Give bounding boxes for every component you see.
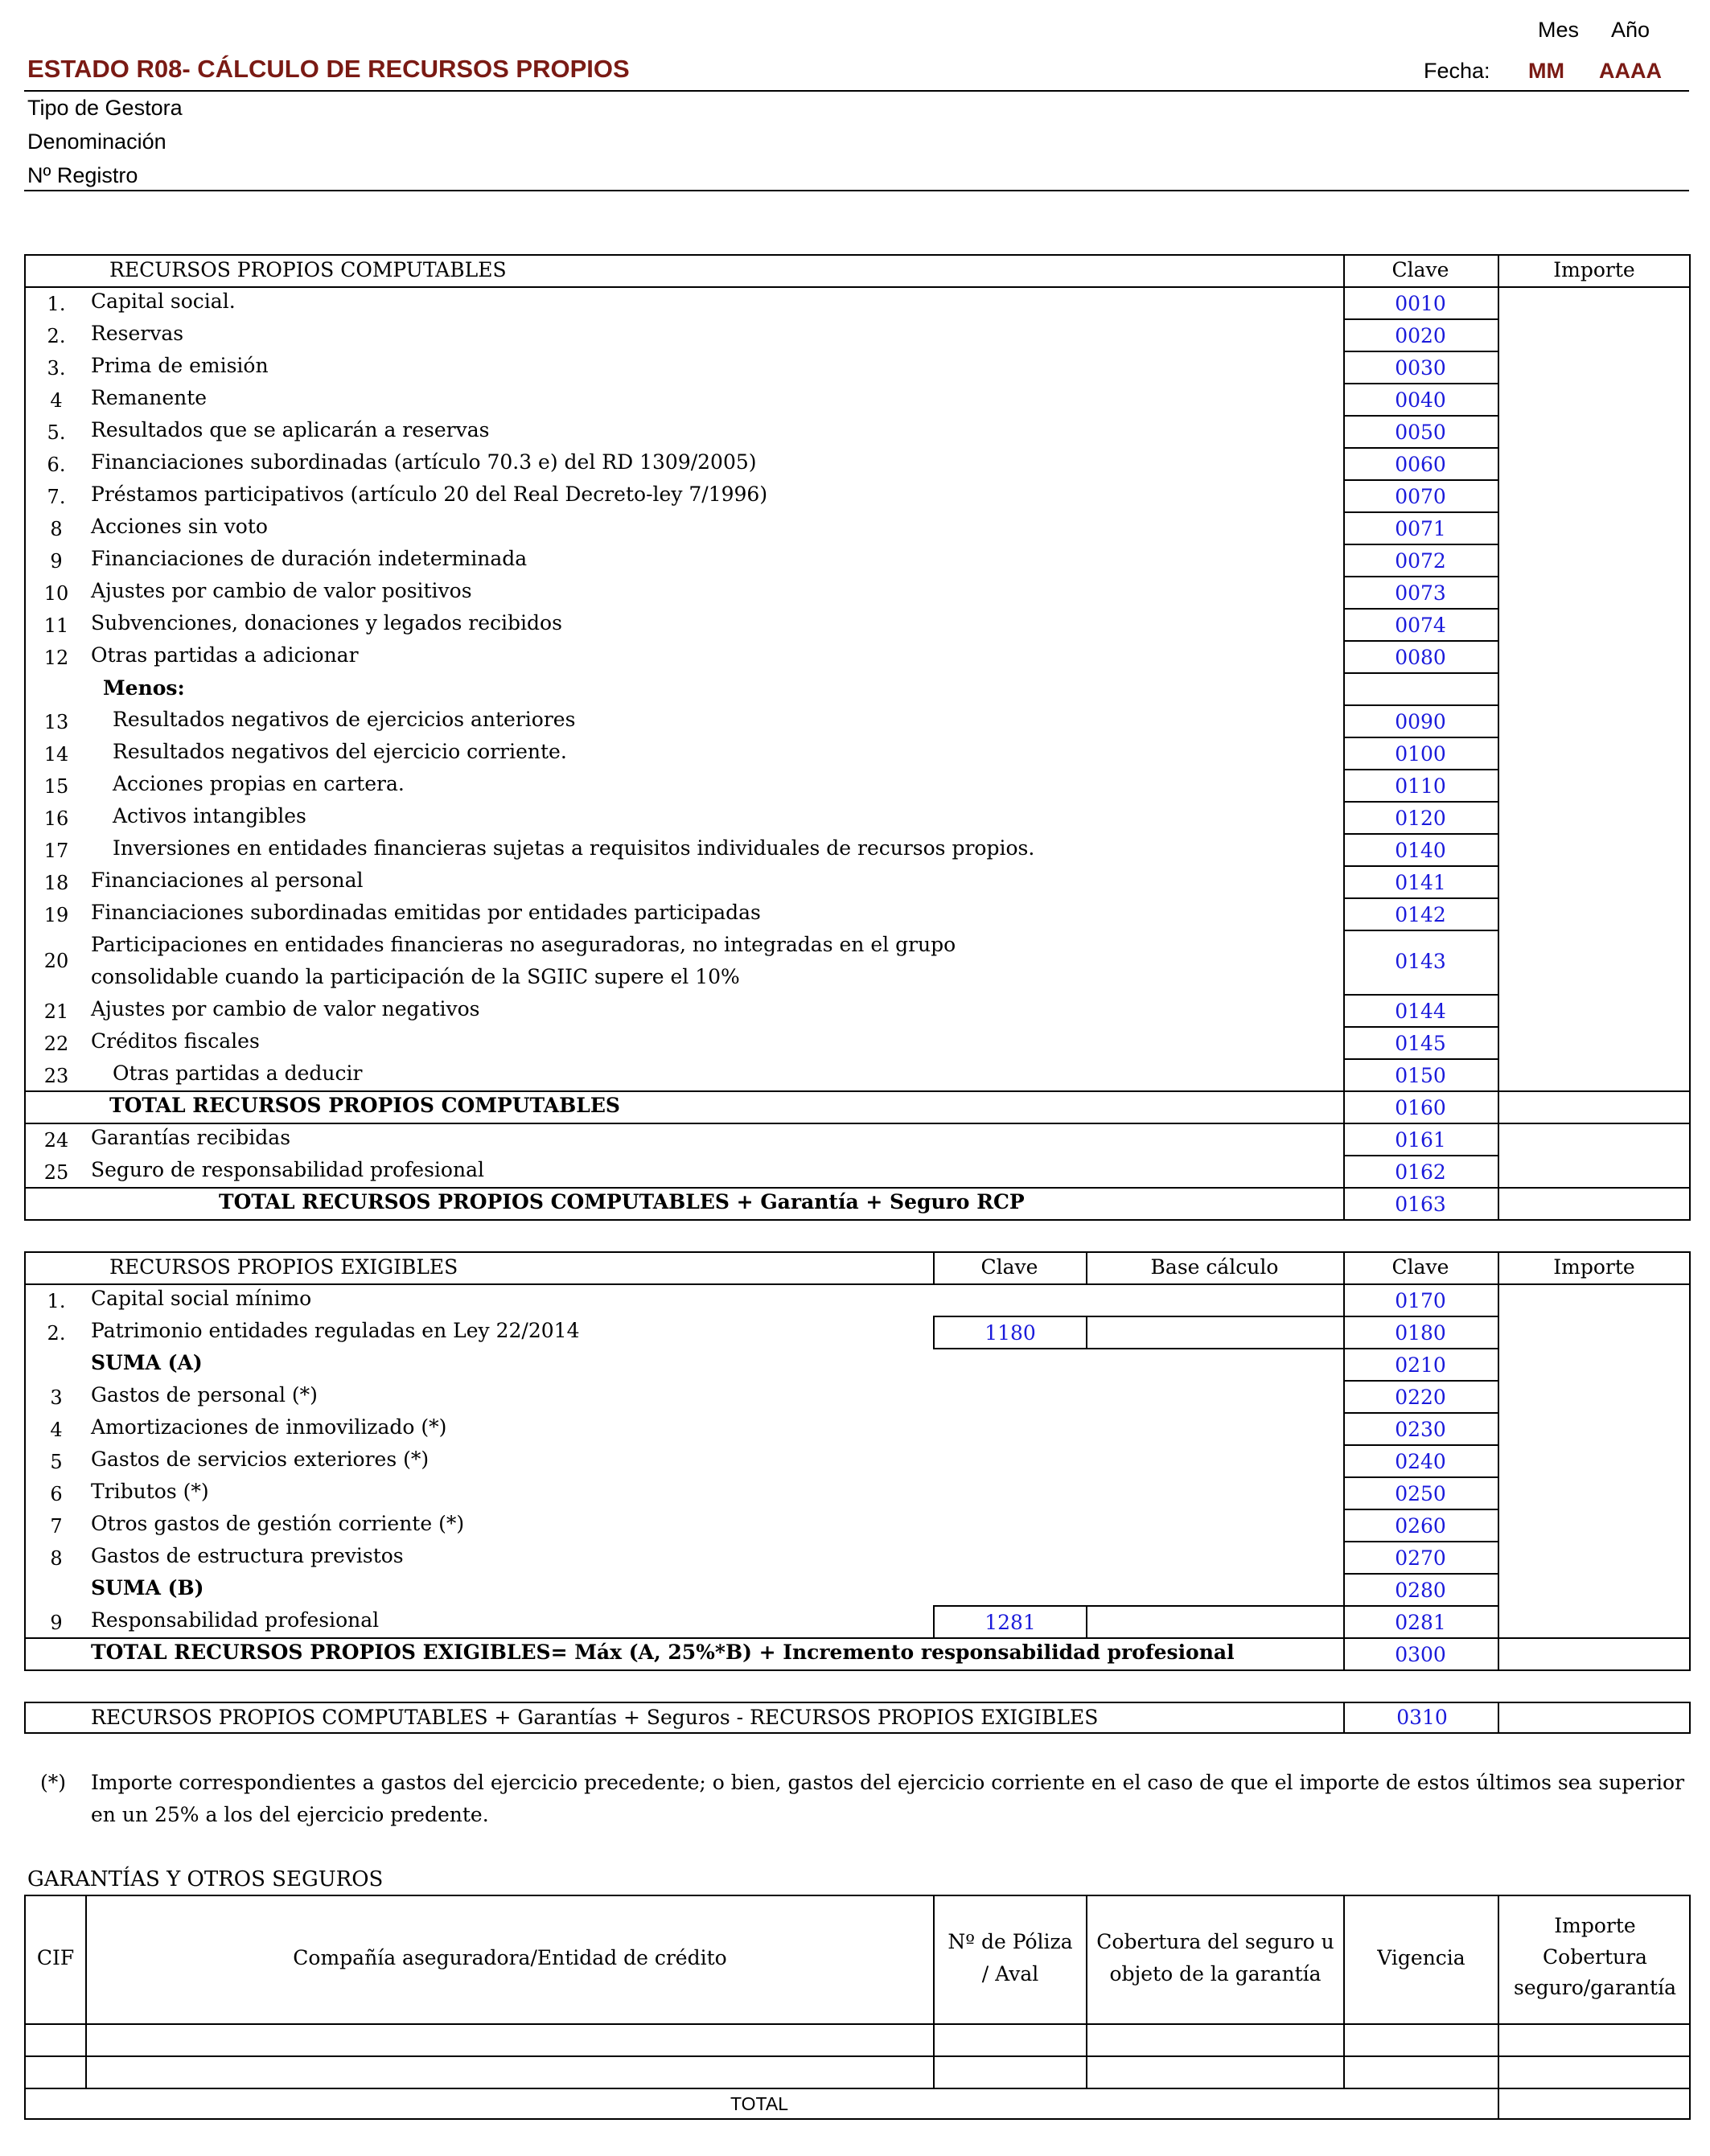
denominacion-label: Denominación (27, 129, 166, 154)
menos-label: Menos: (103, 676, 185, 700)
total-exigibles-field[interactable] (1501, 1640, 1687, 1667)
importe-field[interactable] (1501, 417, 1687, 445)
row-label: Préstamos participativos (artículo 20 del Real Decreto-ley 7/1996) (91, 483, 768, 506)
diferencia-divider (1343, 1702, 1345, 1734)
row-label: Remanente (91, 386, 208, 409)
computables-heading: RECURSOS PROPIOS COMPUTABLES (109, 258, 507, 281)
importe-field[interactable] (1501, 932, 1687, 992)
base-code-value: 1281 (984, 1611, 1036, 1634)
garantias-header-rule (24, 2023, 1691, 2025)
row-number: 8 (50, 518, 63, 540)
row-number: 22 (43, 1033, 69, 1055)
importe-field[interactable] (1501, 578, 1687, 606)
code-value: 0170 (1395, 1289, 1446, 1312)
garantias-heading: GARANTÍAS Y OTROS SEGUROS (27, 1867, 384, 1891)
code-value: 0150 (1395, 1064, 1446, 1087)
row-number: 25 (43, 1161, 69, 1184)
row-label: Ajustes por cambio de valor negativos (91, 997, 480, 1021)
importe-field[interactable] (1501, 450, 1687, 477)
row-number: 13 (43, 711, 69, 733)
row-label: Ajustes por cambio de valor positivos (91, 579, 472, 602)
note-line-2: en un 25% a los del ejercicio predente. (91, 1803, 489, 1826)
col-cobertura-line1: Cobertura del seguro u (1096, 1930, 1334, 1953)
row-number: 8 (50, 1547, 63, 1570)
row-label: Gastos de servicios exteriores (*) (91, 1448, 430, 1471)
row-number: 4 (50, 389, 63, 412)
row-label: Capital social mínimo (91, 1287, 312, 1310)
row-label: Otras partidas a deducir (113, 1062, 363, 1085)
importe-field[interactable] (1501, 1511, 1687, 1538)
diferencia-label: RECURSOS PROPIOS COMPUTABLES + Garantías + Seguros - RECURSOS PROPIOS EXIGIBLES (91, 1706, 1099, 1729)
diferencia-importe-field[interactable] (1501, 1704, 1687, 1731)
code-value: 0250 (1395, 1482, 1446, 1505)
code-value: 0161 (1395, 1128, 1446, 1152)
code-value: 0230 (1395, 1418, 1446, 1441)
importe-field[interactable] (1501, 289, 1687, 316)
code-value: 0220 (1395, 1386, 1446, 1409)
importe-field[interactable] (1501, 1318, 1687, 1345)
col-importe-line1: Importe (1554, 1914, 1636, 1937)
code-value: 0010 (1395, 292, 1446, 315)
code-value: 0120 (1395, 807, 1446, 830)
importe-field[interactable] (1501, 1415, 1687, 1442)
note-mark: (*) (40, 1771, 67, 1794)
col-compania: Compañía aseguradora/Entidad de crédito (293, 1946, 727, 1969)
tipo-gestora-label: Tipo de Gestora (27, 96, 183, 120)
row-label: Reservas (91, 322, 184, 345)
importe-field[interactable] (1501, 353, 1687, 380)
total-computables-label: TOTAL RECURSOS PROPIOS COMPUTABLES (109, 1094, 620, 1117)
importe-field[interactable] (1501, 385, 1687, 413)
code-value: 0074 (1395, 614, 1446, 637)
importe-field[interactable] (1501, 996, 1687, 1024)
garantias-col-line (933, 1895, 935, 2088)
importe-field[interactable] (1501, 1575, 1687, 1603)
importe-field[interactable] (1501, 1479, 1687, 1506)
row-label: Financiaciones al personal (91, 869, 364, 892)
code-value: 0020 (1395, 324, 1446, 347)
suma-label: SUMA (B) (91, 1576, 204, 1600)
code-value: 0280 (1395, 1579, 1446, 1602)
base-code-value: 1180 (984, 1321, 1036, 1345)
col-importe-line2: Cobertura (1543, 1945, 1647, 1969)
importe-field[interactable] (1501, 868, 1687, 895)
suma-label: SUMA (A) (91, 1351, 203, 1374)
row-number: 3 (50, 1386, 63, 1409)
grand-total-rule (24, 1187, 1691, 1189)
grand-total-field[interactable] (1501, 1189, 1687, 1217)
importe-field[interactable] (1501, 739, 1687, 766)
row-label: Gastos de estructura previstos (91, 1544, 404, 1567)
code-value: 0050 (1395, 421, 1446, 444)
code-value: 0260 (1395, 1514, 1446, 1538)
note-line-1: Importe correspondientes a gastos del ejercicio precedente; o bien, gastos del ejercicio corriente en el caso de que el importe de estos últimos sea superior (91, 1771, 1685, 1794)
importe-field[interactable] (1501, 900, 1687, 927)
row-label: Amortizaciones de inmovilizado (*) (91, 1415, 447, 1439)
code-value: 0240 (1395, 1450, 1446, 1473)
code-value: 0144 (1395, 1000, 1446, 1023)
importe-field[interactable] (1501, 1125, 1687, 1152)
importe-header: Importe (1553, 258, 1635, 281)
col-importe-line3: seguro/garantía (1514, 1976, 1676, 1999)
code-value: 0070 (1395, 485, 1446, 508)
col-poliza-line1: Nº de Póliza (947, 1930, 1073, 1953)
row-label: Responsabilidad profesional (91, 1608, 380, 1632)
page-title: ESTADO R08- CÁLCULO DE RECURSOS PROPIOS (27, 55, 630, 83)
header-rule (24, 90, 1689, 92)
garantias-col-line (85, 1895, 87, 2088)
anio-label: Año (1611, 18, 1650, 42)
row-number: 10 (43, 582, 69, 605)
clave-header: Clave (980, 1255, 1038, 1279)
garantias-total-field[interactable] (1501, 2091, 1687, 2118)
importe-field[interactable] (1501, 1608, 1687, 1635)
code-value: 0110 (1395, 774, 1446, 798)
row-label-continued: consolidable cuando la participación de la SGIIC supere el 10% (91, 965, 740, 988)
row-label: Financiaciones de duración indeterminada (91, 547, 528, 570)
row-label: Seguro de responsabilidad profesional (91, 1158, 484, 1181)
importe-header: Importe (1553, 1255, 1635, 1279)
garantias-col-line (1343, 1895, 1345, 2088)
code-value: 0060 (1395, 453, 1446, 476)
garantias-col-line (1086, 1895, 1087, 2088)
importe-field[interactable] (1501, 1543, 1687, 1571)
garantias-total-rule (24, 2088, 1691, 2089)
row-label: Acciones sin voto (91, 515, 268, 538)
header-bottom-rule (24, 190, 1689, 191)
importe-field[interactable] (1501, 1157, 1687, 1185)
row-number: 9 (50, 1612, 63, 1634)
total-exigibles-label: TOTAL RECURSOS PROPIOS EXIGIBLES= Máx (A, 25%*B) + Incremento responsabilidad profesional (91, 1641, 1235, 1664)
code-value: 0040 (1395, 388, 1446, 412)
row-label: Acciones propias en cartera. (113, 772, 405, 795)
row-number: 21 (43, 1000, 69, 1023)
importe-field[interactable] (1501, 643, 1687, 670)
importe-field[interactable] (1501, 771, 1687, 799)
base-calculo-field[interactable] (1089, 1318, 1340, 1345)
diferencia-divider-2 (1498, 1702, 1499, 1734)
importe-field[interactable] (1501, 803, 1687, 831)
importe-field[interactable] (1501, 1382, 1687, 1410)
mes-label: Mes (1538, 18, 1580, 42)
total-rule (24, 1090, 1691, 1092)
total-computables-field[interactable] (1501, 1093, 1687, 1120)
row-label: Capital social. (91, 290, 236, 313)
garantias-row-rule (24, 2055, 1691, 2057)
row-number: 12 (43, 647, 69, 669)
row-number: 5. (47, 421, 66, 444)
row-label: Créditos fiscales (91, 1029, 260, 1053)
row-number: 6 (50, 1483, 63, 1505)
code-value: 0270 (1395, 1546, 1446, 1570)
row-number: 20 (43, 950, 69, 972)
importe-field[interactable] (1501, 321, 1687, 348)
row-number: 18 (43, 872, 69, 894)
code-value: 0072 (1395, 549, 1446, 573)
code-value: 0090 (1395, 710, 1446, 733)
exigibles-total-rule (24, 1637, 1691, 1639)
importe-field[interactable] (1501, 1286, 1687, 1313)
row-number: 15 (43, 775, 69, 798)
code-value: 0281 (1395, 1611, 1446, 1634)
importe-field[interactable] (1501, 546, 1687, 573)
row-label: Resultados negativos del ejercicio corriente. (113, 740, 567, 763)
row-number: 2. (47, 325, 66, 347)
row-label: Inversiones en entidades financieras sujetas a requisitos individuales de recursos propios. (113, 836, 1035, 860)
importe-field[interactable] (1501, 1061, 1687, 1088)
row-number: 16 (43, 807, 69, 830)
code-value: 0162 (1395, 1160, 1446, 1184)
row-label: Financiaciones subordinadas (artículo 70.3 e) del RD 1309/2005) (91, 450, 757, 474)
registro-label: Nº Registro (27, 163, 138, 187)
row-number: 7 (50, 1515, 63, 1538)
row-number: 19 (43, 904, 69, 926)
row-number: 24 (43, 1129, 69, 1152)
importe-field[interactable] (1501, 514, 1687, 541)
col-poliza-line2: / Aval (981, 1962, 1039, 1986)
col-cobertura-line2: objeto de la garantía (1109, 1962, 1322, 1986)
code-value: 0143 (1395, 950, 1446, 973)
code-value: 0180 (1395, 1321, 1446, 1345)
col-cif: CIF (36, 1946, 75, 1969)
importe-field[interactable] (1501, 1029, 1687, 1056)
garantias-table (24, 1895, 1691, 2120)
row-label: Otras partidas a adicionar (91, 643, 359, 667)
row-label: Garantías recibidas (91, 1126, 291, 1149)
code-value: 0071 (1395, 517, 1446, 540)
row-number: 5 (50, 1451, 63, 1473)
row-label: Participaciones en entidades financieras no aseguradoras, no integradas en el grupo (91, 933, 956, 956)
importe-field[interactable] (1501, 707, 1687, 734)
code-value: 0145 (1395, 1032, 1446, 1055)
importe-field[interactable] (1501, 1447, 1687, 1474)
clave2-header: Clave (1391, 1255, 1449, 1279)
row-label: Tributos (*) (91, 1480, 209, 1503)
row-number: 11 (43, 614, 69, 637)
diferencia-code: 0310 (1396, 1706, 1448, 1729)
row-number: 7. (47, 486, 66, 508)
code-value: 0141 (1395, 871, 1446, 894)
row-label: Resultados que se aplicarán a reservas (91, 418, 490, 441)
code-value: 0210 (1395, 1353, 1446, 1377)
row-label: Gastos de personal (*) (91, 1383, 318, 1407)
row-number: 1. (47, 293, 66, 315)
year-field[interactable]: AAAA (1599, 59, 1662, 83)
row-number: 6. (47, 454, 66, 476)
code-value: 0030 (1395, 356, 1446, 380)
row-number: 17 (43, 840, 69, 862)
row-label: Activos intangibles (113, 804, 306, 827)
row-label: Financiaciones subordinadas emitidas por entidades participadas (91, 901, 761, 924)
importe-field[interactable] (1501, 610, 1687, 638)
clave-header: Clave (1391, 258, 1449, 281)
row-number: 23 (43, 1065, 69, 1087)
row-number: 2. (47, 1322, 66, 1345)
code-value: 0073 (1395, 581, 1446, 605)
total-computables-code: 0160 (1395, 1096, 1446, 1119)
exigibles-heading: RECURSOS PROPIOS EXIGIBLES (109, 1255, 458, 1279)
row-number: 9 (50, 550, 63, 573)
col-vigencia: Vigencia (1377, 1946, 1465, 1969)
garantias-total-label: TOTAL (730, 2093, 788, 2114)
importe-field[interactable] (1501, 482, 1687, 509)
month-field[interactable]: MM (1528, 59, 1564, 83)
row-label: Otros gastos de gestión corriente (*) (91, 1512, 465, 1535)
fecha-label: Fecha: (1424, 59, 1490, 83)
grand-total-code: 0163 (1395, 1193, 1446, 1216)
base-calculo-field[interactable] (1089, 1608, 1340, 1635)
importe-field[interactable] (1501, 1350, 1687, 1378)
row-label: Resultados negativos de ejercicios anteriores (113, 708, 576, 731)
total-exigibles-code: 0300 (1395, 1643, 1446, 1666)
code-value: 0080 (1395, 646, 1446, 669)
row-label: Subvenciones, donaciones y legados recibidos (91, 611, 562, 634)
code-value: 0100 (1395, 742, 1446, 766)
row-number: 3. (47, 357, 66, 380)
row-number: 4 (50, 1419, 63, 1441)
row-number: 14 (43, 743, 69, 766)
grand-total-label: TOTAL RECURSOS PROPIOS COMPUTABLES + Garantía + Seguro RCP (219, 1190, 1025, 1214)
row-label: Prima de emisión (91, 354, 269, 377)
importe-field[interactable] (1501, 836, 1687, 863)
base-calculo-header: Base cálculo (1150, 1255, 1279, 1279)
row-label: Patrimonio entidades reguladas en Ley 22/2014 (91, 1319, 580, 1342)
code-value: 0142 (1395, 903, 1446, 926)
code-value: 0140 (1395, 839, 1446, 862)
row-number: 1. (47, 1290, 66, 1312)
